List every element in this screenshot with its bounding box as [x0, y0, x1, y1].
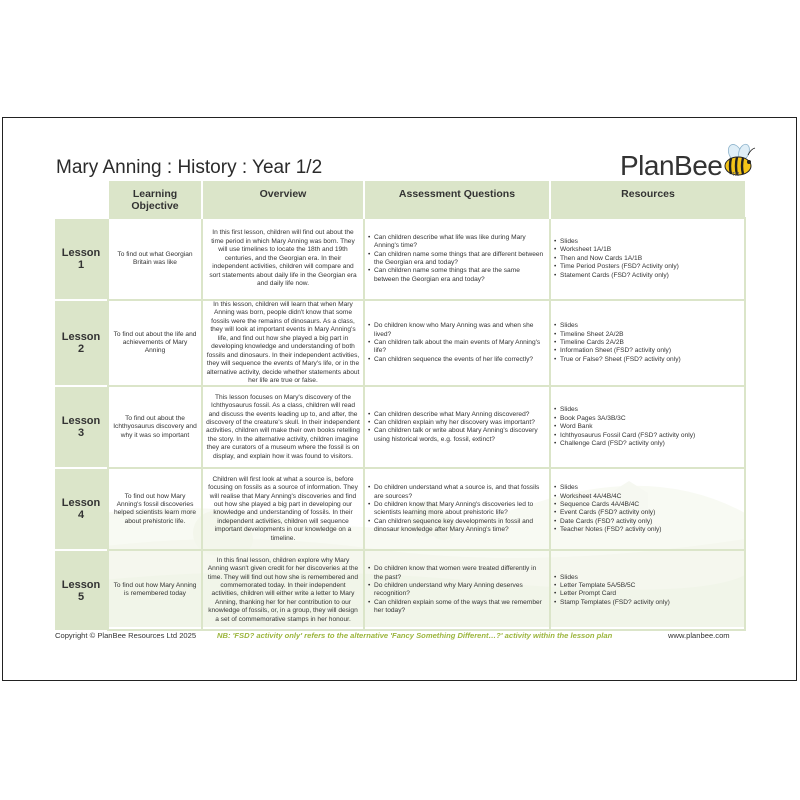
learning-objective: To find out how Mary Anning is remembered today — [108, 550, 202, 630]
question-item: • Do children understand why Mary Anning deserves recognition? — [368, 582, 546, 599]
resource-item: • Letter Prompt Card — [554, 590, 741, 598]
column-header-learning-objective: Learning Objective — [108, 181, 202, 218]
question-item: • Can children describe what Mary Anning discovered? — [368, 411, 546, 419]
logo-trademark: TM — [732, 172, 740, 178]
resource-item: • Ichthyosaurus Fossil Card (FSD? activity only) — [554, 432, 741, 440]
lesson-label: Lesson 1 — [55, 218, 108, 300]
overview: In this final lesson, children explore why Mary Anning wasn't given credit for her discoveries at the time. They will find out how she is remembered and commemorated today. In their independent activities, children will either write a letter to Mary Anning, thanking her for her contribution to our knowledge of fossils, or, in a group, they will design a set of commemorative stamps in her honour. — [202, 550, 364, 630]
question-item: • Do children know that women were treated differently in the past? — [368, 565, 546, 582]
question-item: • Can children sequence key developments in fossil and dinosaur knowledge after Mary Anning's time? — [368, 518, 546, 535]
lesson-label: Lesson 3 — [55, 386, 108, 468]
resources — [550, 300, 745, 386]
resource-item: • Time Period Posters (FSD? Activity only) — [554, 263, 741, 271]
question-item: • Can children talk or write about Mary Anning's discovery using historical words, e.g. fossil, extinct? — [368, 427, 546, 444]
resources — [550, 386, 745, 468]
overview: Children will first look at what a source is, before focusing on fossils as a source of information. They will realise that Mary Anning's discoveries and find out how she played a big part in developing our knowledge and understanding of fossils. In their independent activities, children will sequence important developments in our knowledge on a timeline. — [202, 468, 364, 550]
learning-objective: To find out how Mary Anning's fossil discoveries helped scientists learn more about prehistoric life. — [108, 468, 202, 550]
question-item: • Can children sequence the events of her life correctly? — [368, 356, 546, 364]
resource-item: • Information Sheet (FSD? activity only) — [554, 347, 741, 355]
resource-item: • Teacher Notes (FSD? activity only) — [554, 526, 741, 534]
resource-item: • Date Cards (FSD? activity only) — [554, 518, 741, 526]
assessment-questions — [364, 550, 550, 630]
table-row — [55, 300, 745, 386]
resource-item: • Book Pages 3A/3B/3C — [554, 415, 741, 423]
fsd-note: NB: 'FSD? activity only' refers to the alternative 'Fancy Something Different…?' activity within the lesson plan — [217, 631, 613, 640]
resource-item: • Letter Template 5A/5B/5C — [554, 582, 741, 590]
question-item: • Can children explain some of the ways that we remember her today? — [368, 599, 546, 616]
table-row — [55, 386, 745, 468]
resources — [550, 468, 745, 550]
question-item: • Can children name some things that are the same between the Georgian era and today? — [368, 267, 546, 284]
assessment-questions — [364, 386, 550, 468]
resource-item: • Timeline Cards 2A/2B — [554, 339, 741, 347]
assessment-questions — [364, 300, 550, 386]
header-row — [55, 181, 745, 218]
page-title: Mary Anning : History : Year 1/2 — [56, 157, 323, 178]
resource-item: • Slides — [554, 484, 741, 492]
lesson-label: Lesson 4 — [55, 468, 108, 550]
logo-text: PlanBee — [620, 150, 723, 181]
table-row — [55, 468, 745, 550]
resource-item: • Timeline Sheet 2A/2B — [554, 331, 741, 339]
question-item: • Do children understand what a source is, and that fossils are sources? — [368, 484, 546, 501]
corner-cell — [55, 181, 108, 218]
learning-objective: To find out about the Ichthyosaurus discovery and why it was so important — [108, 386, 202, 468]
table-row — [55, 218, 745, 300]
resource-item: • Word Bank — [554, 423, 741, 431]
resource-item: • Then and Now Cards 1A/1B — [554, 255, 741, 263]
question-item: • Do children know that Mary Anning's discoveries led to scientists learning more about prehistoric life? — [368, 501, 546, 518]
resources — [550, 550, 745, 630]
lesson-table — [55, 181, 746, 631]
website-link[interactable]: www.planbee.com — [668, 631, 730, 640]
resource-item: • Event Cards (FSD? activity only) — [554, 509, 741, 517]
lesson-plan-table-area — [55, 181, 745, 627]
column-header-assessment-questions: Assessment Questions — [364, 181, 550, 218]
assessment-questions — [364, 468, 550, 550]
overview: This lesson focuses on Mary's discovery of the Ichthyosaurus fossil. As a class, children will read and discuss the events leading up to, and after, the discovery of the creature's skull. In their independent activities, children will make their own books retelling the story. In the alternative activity, children imagine they are curators of a museum where the fossil is on display, and explain how it was found to visitors. — [202, 386, 364, 468]
resource-item: • Worksheet 1A/1B — [554, 246, 741, 254]
assessment-questions — [364, 218, 550, 300]
resource-item: • Slides — [554, 238, 741, 246]
resource-item: • Challenge Card (FSD? activity only) — [554, 440, 741, 448]
lesson-label: Lesson 2 — [55, 300, 108, 386]
column-header-overview: Overview — [202, 181, 364, 218]
resources — [550, 218, 745, 300]
overview: In this lesson, children will learn that when Mary Anning was born, people didn't know that some fossils were the remains of dinosaurs. As a class, they will look at important events in Mary Anning's life, and find out how she played a big part in developing knowledge and understanding of both fossils and dinosaurs. In their independent activities, they will sequence the events of Mary's life, or in the alternative activity, decide whether statements about her life are true or false. — [202, 300, 364, 386]
resource-item: • Statement Cards (FSD? Activity only) — [554, 272, 741, 280]
resource-item: • Slides — [554, 574, 741, 582]
resource-item: • Slides — [554, 322, 741, 330]
column-header-resources: Resources — [550, 181, 745, 218]
bee-icon — [722, 142, 758, 182]
lesson-label: Lesson 5 — [55, 550, 108, 630]
question-item: • Can children talk about the main events of Mary Anning's life? — [368, 339, 546, 356]
question-item: • Can children explain why her discovery was important? — [368, 419, 546, 427]
question-item: • Do children know who Mary Anning was and when she lived? — [368, 322, 546, 339]
resource-item: • Sequence Cards 4A/4B/4C — [554, 501, 741, 509]
copyright-text: Copyright © PlanBee Resources Ltd 2025 — [55, 631, 197, 640]
resource-item: • Stamp Templates (FSD? activity only) — [554, 599, 741, 607]
overview: In this first lesson, children will find out about the time period in which Mary Anning was born. They will use timelines to locate the 18th and 19th centuries, and the Georgian era. In their independent activities, children will compare and sort statements about daily life in the Georgian era and daily life now. — [202, 218, 364, 300]
question-item: • Can children name some things that are different between the Georgian era and today? — [368, 251, 546, 268]
resource-item: • True or False? Sheet (FSD? activity only) — [554, 356, 741, 364]
resource-item: • Slides — [554, 406, 741, 414]
learning-objective: To find out what Georgian Britain was like — [108, 218, 202, 300]
question-item: • Can children describe what life was like during Mary Anning's time? — [368, 234, 546, 251]
table-row — [55, 550, 745, 630]
learning-objective: To find out about the life and achievements of Mary Anning — [108, 300, 202, 386]
resource-item: • Worksheet 4A/4B/4C — [554, 493, 741, 501]
